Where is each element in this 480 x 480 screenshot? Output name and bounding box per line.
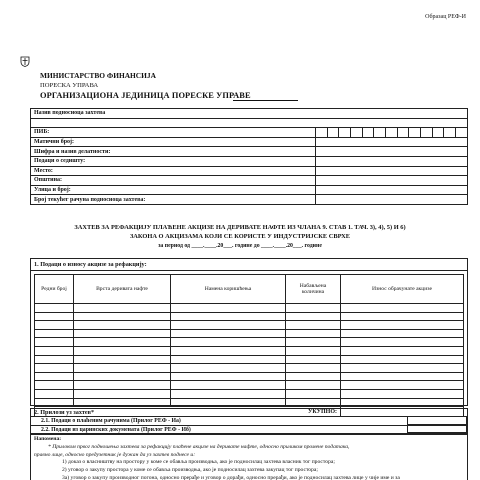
pib-digit-cell[interactable]: [421, 128, 433, 138]
seat-data-field[interactable]: [316, 156, 468, 166]
section2-heading: 2. Прилози уз захтев*: [30, 408, 468, 417]
pib-digit-cell[interactable]: [456, 128, 468, 138]
registration-number-label: Матични број:: [31, 137, 316, 147]
table-row: [35, 321, 464, 330]
excise-header-row: [35, 275, 464, 304]
tax-admin-name: ПОРЕСКА УПРАВА: [40, 82, 99, 89]
info-row: [31, 128, 468, 138]
activity-code-label: Шифра и назив делатности:: [31, 147, 316, 157]
table-row: [35, 389, 464, 398]
info-row: [31, 156, 468, 166]
attachment-ref-ia: [30, 417, 468, 426]
applicant-name-label: Назив подносиоца захтева: [31, 109, 468, 119]
section1-divider: [30, 270, 468, 271]
table-row: [35, 372, 464, 381]
attachment-ref-ib-label: 2.2. Подаци из царинских докумената (Прилог РЕФ - Иб): [41, 426, 191, 433]
section1-heading: 1. Подаци о износу акцизе за рефакцију:: [34, 261, 147, 268]
place-label: Место:: [31, 166, 316, 176]
bank-account-label: Број текућег рачуна подносиоца захтева:: [31, 195, 316, 205]
col-usage-header: Намена коришћења: [171, 275, 286, 304]
pib-digit-cell[interactable]: [386, 128, 398, 138]
info-row: [31, 176, 468, 186]
table-row: [35, 312, 464, 321]
pib-digit-cell[interactable]: [316, 128, 328, 138]
info-row: [31, 137, 468, 147]
org-unit-blank[interactable]: [233, 100, 298, 101]
table-row: [35, 364, 464, 373]
seat-data-label: Подаци о седишту:: [31, 156, 316, 166]
applicant-name-field[interactable]: [31, 118, 468, 128]
attachment-ref-ib-field[interactable]: [407, 425, 467, 434]
notes-line: 3а) уговор о закупу производног погона, односно прерађе и уговор о дорађи, односно прерађи, ако је подносилац захтева лице у чије име и за: [62, 474, 400, 480]
street-label: Улица и број:: [31, 185, 316, 195]
place-field[interactable]: [316, 166, 468, 176]
pib-digit-cell[interactable]: [374, 128, 386, 138]
table-row: [35, 381, 464, 390]
attachment-ref-ib: [30, 426, 468, 435]
pib-digit-cell[interactable]: [362, 128, 374, 138]
pib-digit-cell[interactable]: [397, 128, 409, 138]
street-field[interactable]: [316, 185, 468, 195]
notes-line: * Прилоком првог подношења захтева за рефакцију плаћене акцизе на деривате нафте, односно приликом промене података,: [48, 443, 350, 450]
pib-digit-cell[interactable]: [432, 128, 444, 138]
total-label: УКУПНО:: [35, 407, 341, 417]
municipality-field[interactable]: [316, 176, 468, 186]
pib-digit-cell[interactable]: [351, 128, 363, 138]
registration-number-field[interactable]: [316, 137, 468, 147]
bank-account-field[interactable]: [316, 195, 468, 205]
notes-box: [30, 434, 468, 480]
activity-code-field[interactable]: [316, 147, 468, 157]
pib-digit-cell[interactable]: [409, 128, 421, 138]
col-quantity-header: Набављена количина: [286, 275, 341, 304]
notes-line: 1) доказ о власништву на простору у коме се обавља производња, ако је подносилац захтева власник тог простора;: [62, 459, 335, 466]
info-row: [31, 118, 468, 128]
ministry-name: МИНИСТАРСТВО ФИНАНСИЈА: [40, 71, 156, 80]
municipality-label: Општина:: [31, 176, 316, 186]
table-row: [35, 304, 464, 313]
notes-line: правно лице, односно предузетник је дужан да уз захтев поднесе и:: [34, 451, 196, 458]
form-title-line2: ЗАКОНА О АКЦИЗАМА КОЈИ СЕ КОРИСТЕ У ИНДУСТРИЈСКЕ СВРХЕ: [129, 233, 351, 240]
pib-digit-cell[interactable]: [339, 128, 351, 138]
attachment-ref-ia-field[interactable]: [407, 416, 467, 425]
form-code: Образац РЕФ-И: [425, 14, 466, 20]
pib-label: ПИБ:: [31, 128, 316, 138]
table-row: [35, 346, 464, 355]
table-row: [35, 329, 464, 338]
pib-digit-cell[interactable]: [327, 128, 339, 138]
excise-table: [34, 274, 464, 417]
col-ordinal-header: Редни број: [35, 275, 74, 304]
pib-digit-cell[interactable]: [444, 128, 456, 138]
org-unit-name: ОРГАНИЗАЦИОНА ЈЕДИНИЦА ПОРЕСКЕ УПРАВЕ: [40, 91, 251, 100]
info-row: [31, 147, 468, 157]
attachment-ref-ia-label: 2.1. Подаци о плаћеним рачунима (Прилог РЕФ - Иа): [41, 418, 181, 424]
info-row: [31, 109, 468, 119]
coat-of-arms-icon: [20, 56, 30, 67]
notes-line: 2) уговор о закупу простора у коме се обавља производња, ако је подносилац захтева закупац тог простора;: [62, 467, 318, 474]
applicant-info-table: [30, 108, 468, 205]
period-line: за период од ____.____.20___. године до ____.____.20___. године: [158, 243, 322, 249]
info-row: [31, 195, 468, 205]
form-title-line1: ЗАХТЕВ ЗА РЕФАКЦИЈУ ПЛАЋЕНЕ АКЦИЗЕ НА ДЕРИВАТЕ НАФТЕ ИЗ ЧЛАНА 9. СТАВ 1. ТАЧ. 3), 4), 5) И 6): [74, 224, 406, 231]
table-row: [35, 338, 464, 347]
info-row: [31, 166, 468, 176]
info-row: [31, 185, 468, 195]
notes-heading: Напомена:: [34, 436, 62, 442]
col-excise-amount-header: Износ обрачунате акцизе: [341, 275, 464, 304]
table-row: [35, 398, 464, 407]
col-fuel-type-header: Врста деривата нафте: [74, 275, 171, 304]
table-row: [35, 355, 464, 364]
